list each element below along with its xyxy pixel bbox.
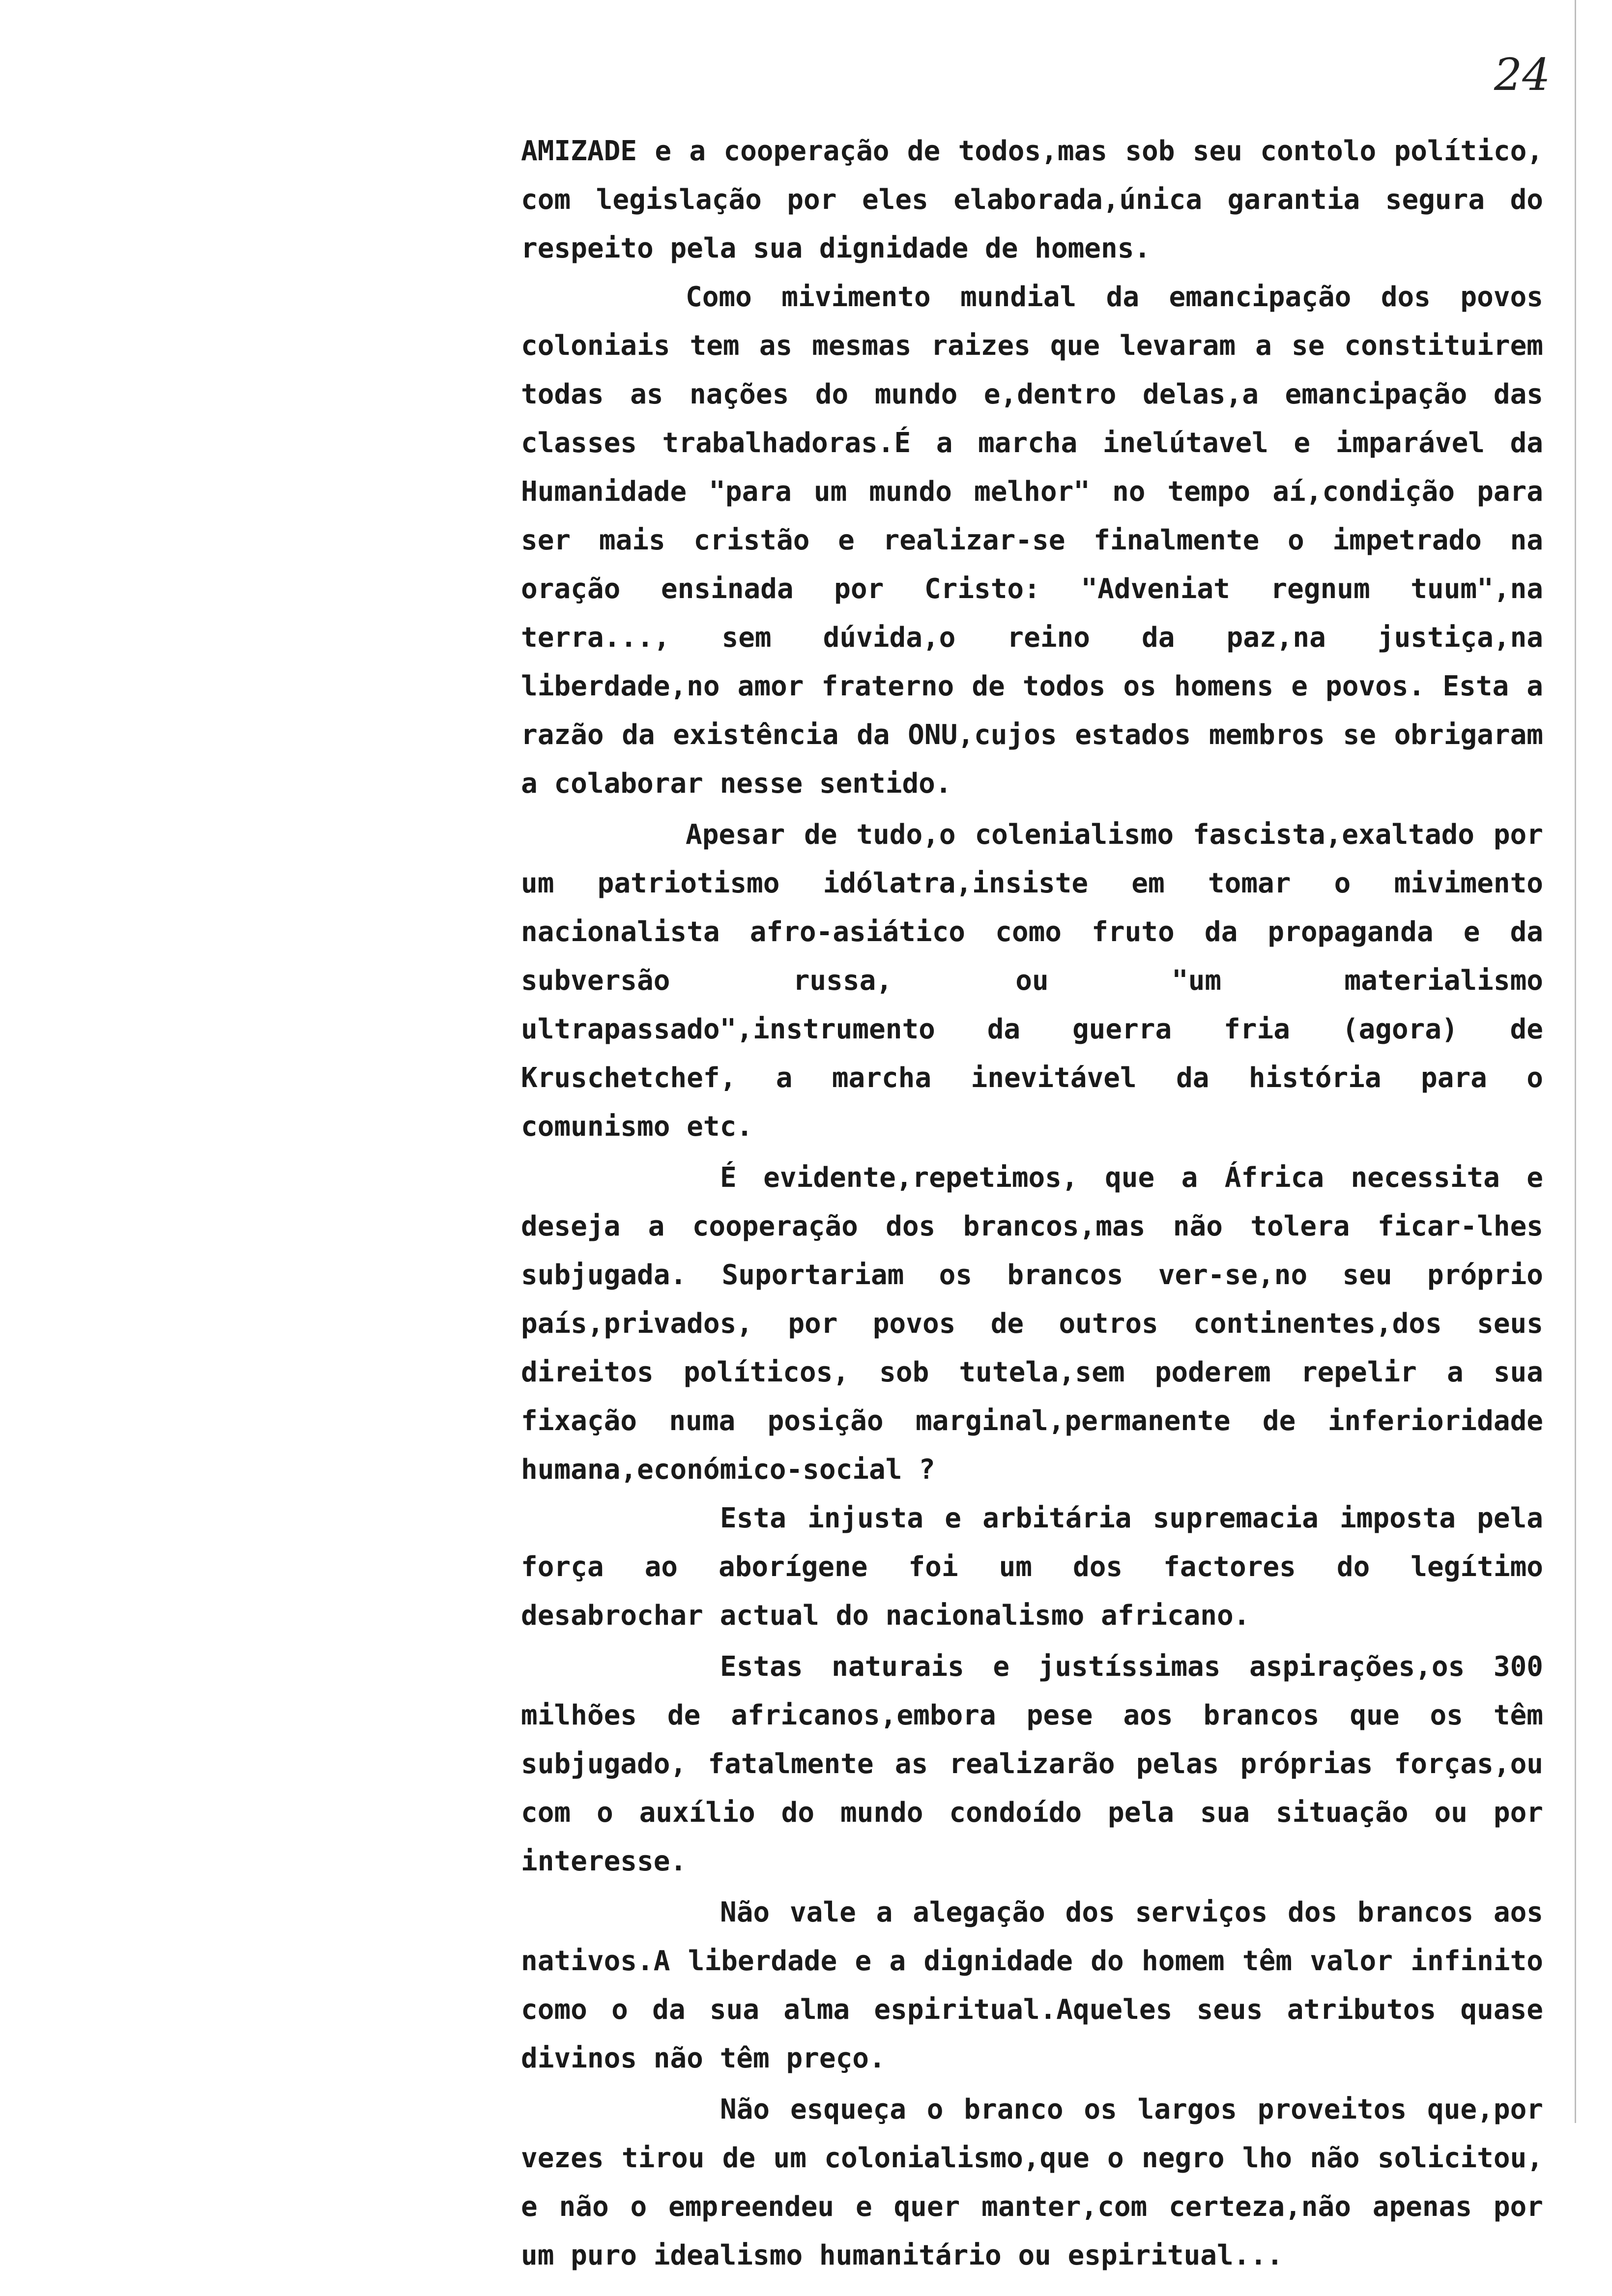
document-body <box>521 127 1543 2280</box>
paragraph-1: AMIZADE e a cooperação de todos,mas sob seu contolo político, com legislação por eles elaborada,única garantia segura do respeito pela sua dignidade de homens. <box>521 135 1543 264</box>
paragraph-8: Não esqueça o branco os largos proveitos que,por vezes tirou de um colonialismo,que o negro lho não solicitou, e não o empreendeu e quer manter,com certeza,não apenas por um puro idealismo humanitário ou espiritual... <box>521 2094 1543 2271</box>
paragraph-5: Esta injusta e arbitária supremacia imposta pela força ao aborígene foi um dos factores do legítimo desabrochar actual do nacionalismo africano. <box>521 1502 1543 1632</box>
paragraph-2: Como mivimento mundial da emancipação dos povos coloniais tem as mesmas raizes que levaram a se constituirem todas as nações do mundo e,dentro delas,a emancipação das classes trabalhadoras.É a marcha inelútavel e imparável da Humanidade "para um mundo melhor" no tempo aí,condição para ser mais cristão e realizar-se finalmente o impetrado na oração ensinada por Cristo: "Adveniat regnum tuum",na terra..., sem dúvida,o reino da paz,na justiça,na liberdade,no amor fraterno de todos os homens e povos. Esta a razão da existência da ONU,cujos estados membros se obrigaram a colaborar nesse sentido. <box>521 281 1543 800</box>
page-number: 24 <box>1494 49 1551 101</box>
paragraph-4: É evidente,repetimos, que a África necessita e deseja a cooperação dos brancos,mas não tolera ficar-lhes subjugada. Suportariam os brancos ver-se,no seu próprio país,privados, por povos de outros continentes,dos seus direitos políticos, sob tutela,sem poderem repelir a sua fixação numa posição marginal,permanente de inferioridade humana,económico-social ? <box>521 1162 1543 1486</box>
page-edge-line <box>1575 0 1576 2123</box>
paragraph-3: Apesar de tudo,o colenialismo fascista,exaltado por um patriotismo idólatra,insiste em tomar o mivimento nacionalista afro-asiático como fruto da propaganda e da subversão russa, ou "um materialismo ultrapassado",instrumento da guerra fria (agora) de Kruschetchef, a marcha inevitável da história para o comunismo etc. <box>521 819 1543 1143</box>
paragraph-7: Não vale a alegação dos serviços dos brancos aos nativos.A liberdade e a dignidade do homem têm valor infinito como o da sua alma espiritual.Aqueles seus atributos quase divinos não têm preço. <box>521 1896 1543 2074</box>
paragraph-6: Estas naturais e justíssimas aspirações,os 300 milhões de africanos,embora pese aos brancos que os têm subjugado, fatalmente as realizarão pelas próprias forças,ou com o auxílio do mundo condoído pela sua situação ou por interesse. <box>521 1651 1543 1877</box>
